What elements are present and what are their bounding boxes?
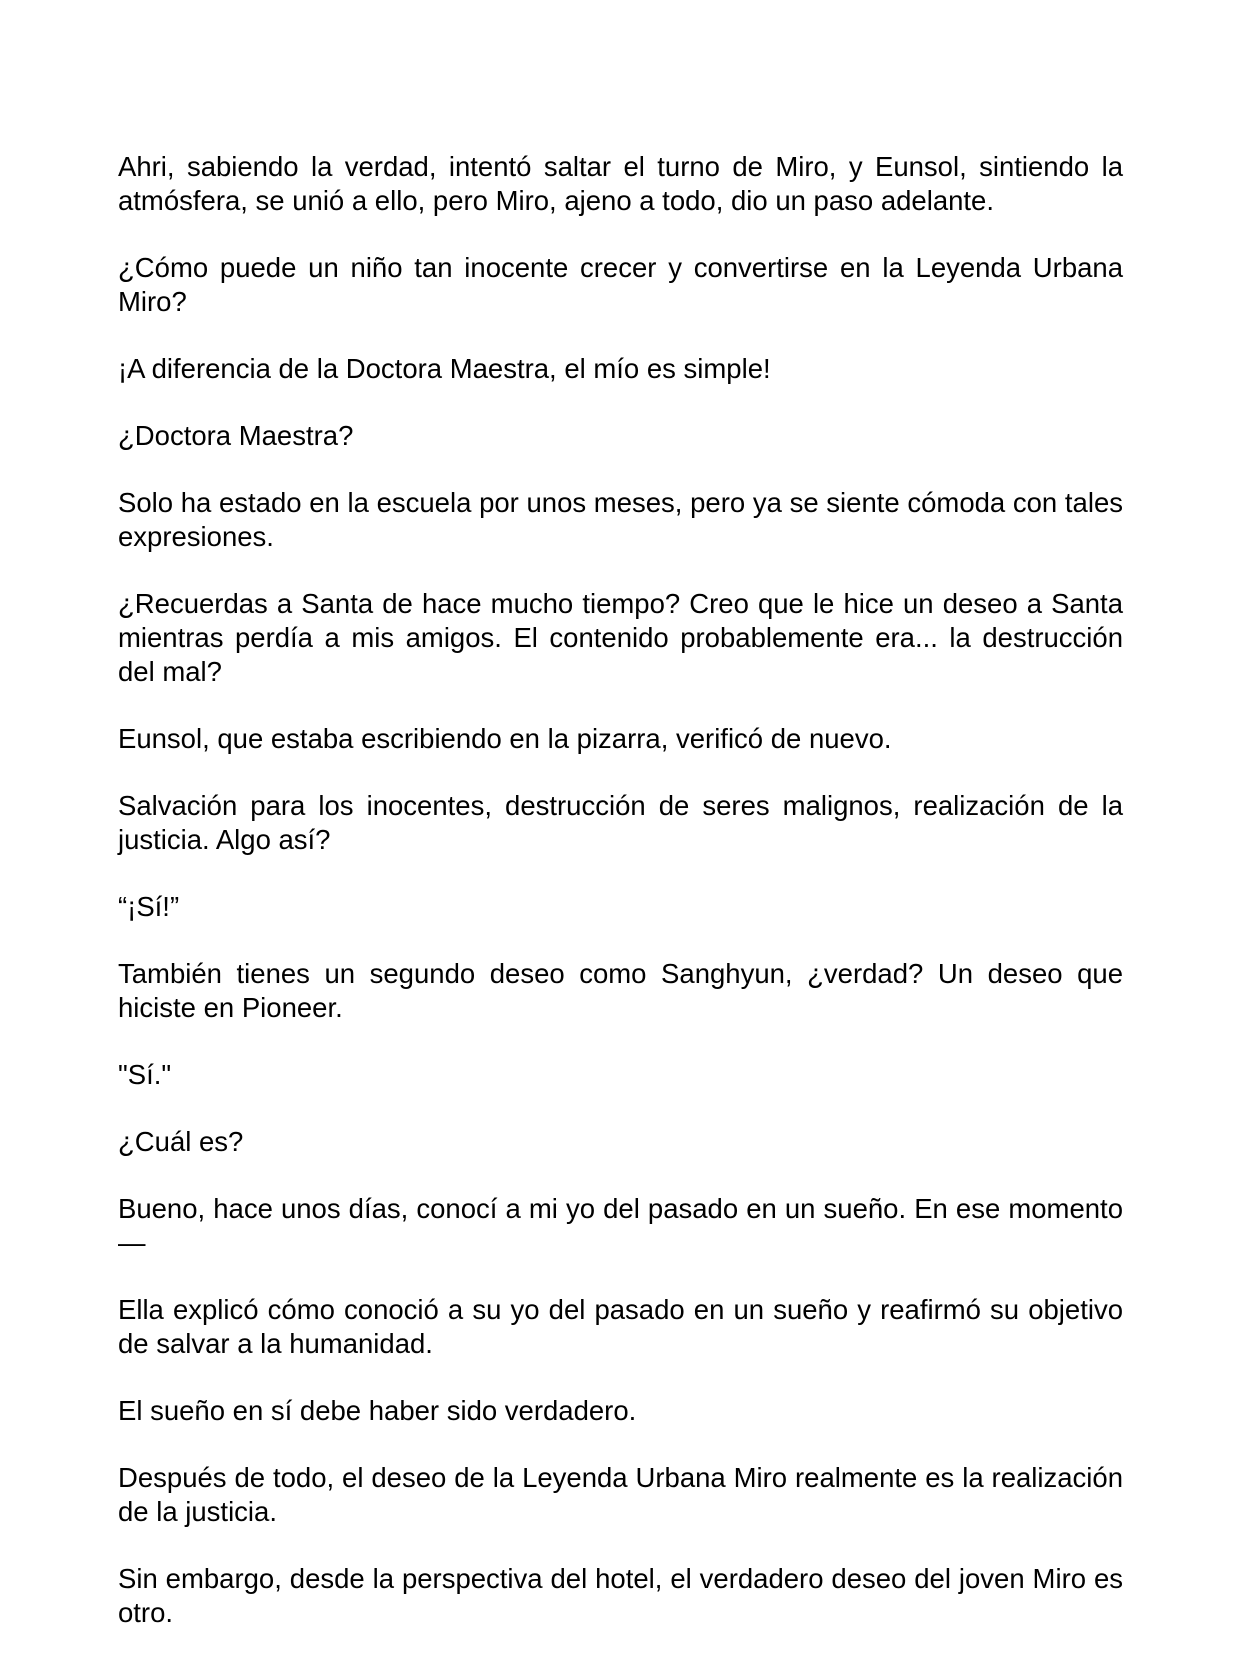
paragraph-13: Bueno, hace unos días, conocí a mi yo del pasado en un sueño. En ese momento— xyxy=(118,1193,1123,1258)
paragraph-8: Salvación para los inocentes, destrucción de seres malignos, realización de la justicia. Algo así? xyxy=(118,790,1123,855)
paragraph-1: Ahri, sabiendo la verdad, intentó saltar el turno de Miro, y Eunsol, sintiendo la atmósfera, se unió a ello, pero Miro, ajeno a todo, dio un paso adelante. xyxy=(118,151,1123,216)
paragraph-2: ¿Cómo puede un niño tan inocente crecer y convertirse en la Leyenda Urbana Miro? xyxy=(118,252,1123,317)
paragraph-12: ¿Cuál es? xyxy=(118,1126,244,1157)
paragraph-4: ¿Doctora Maestra? xyxy=(118,420,354,451)
paragraph-5: Solo ha estado en la escuela por unos meses, pero ya se siente cómoda con tales expresiones. xyxy=(118,487,1123,552)
paragraph-3: ¡A diferencia de la Doctora Maestra, el mío es simple! xyxy=(118,353,771,384)
paragraph-7: Eunsol, que estaba escribiendo en la pizarra, verificó de nuevo. xyxy=(118,723,892,754)
document-body xyxy=(118,150,1123,1663)
paragraph-16: Después de todo, el deseo de la Leyenda Urbana Miro realmente es la realización de la justicia. xyxy=(118,1462,1123,1527)
paragraph-14: Ella explicó cómo conoció a su yo del pasado en un sueño y reafirmó su objetivo de salvar a la humanidad. xyxy=(118,1294,1123,1359)
paragraph-9: “¡Sí!” xyxy=(118,891,180,922)
paragraph-15: El sueño en sí debe haber sido verdadero. xyxy=(118,1395,637,1426)
paragraph-11: "Sí." xyxy=(118,1059,172,1090)
paragraph-17: Sin embargo, desde la perspectiva del hotel, el verdadero deseo del joven Miro es otro. xyxy=(118,1563,1123,1628)
paragraph-10: También tienes un segundo deseo como Sanghyun, ¿verdad? Un deseo que hiciste en Pioneer. xyxy=(118,958,1123,1023)
paragraph-6: ¿Recuerdas a Santa de hace mucho tiempo? Creo que le hice un deseo a Santa mientras perdía a mis amigos. El contenido probablemente era... la destrucción del mal? xyxy=(118,588,1123,687)
